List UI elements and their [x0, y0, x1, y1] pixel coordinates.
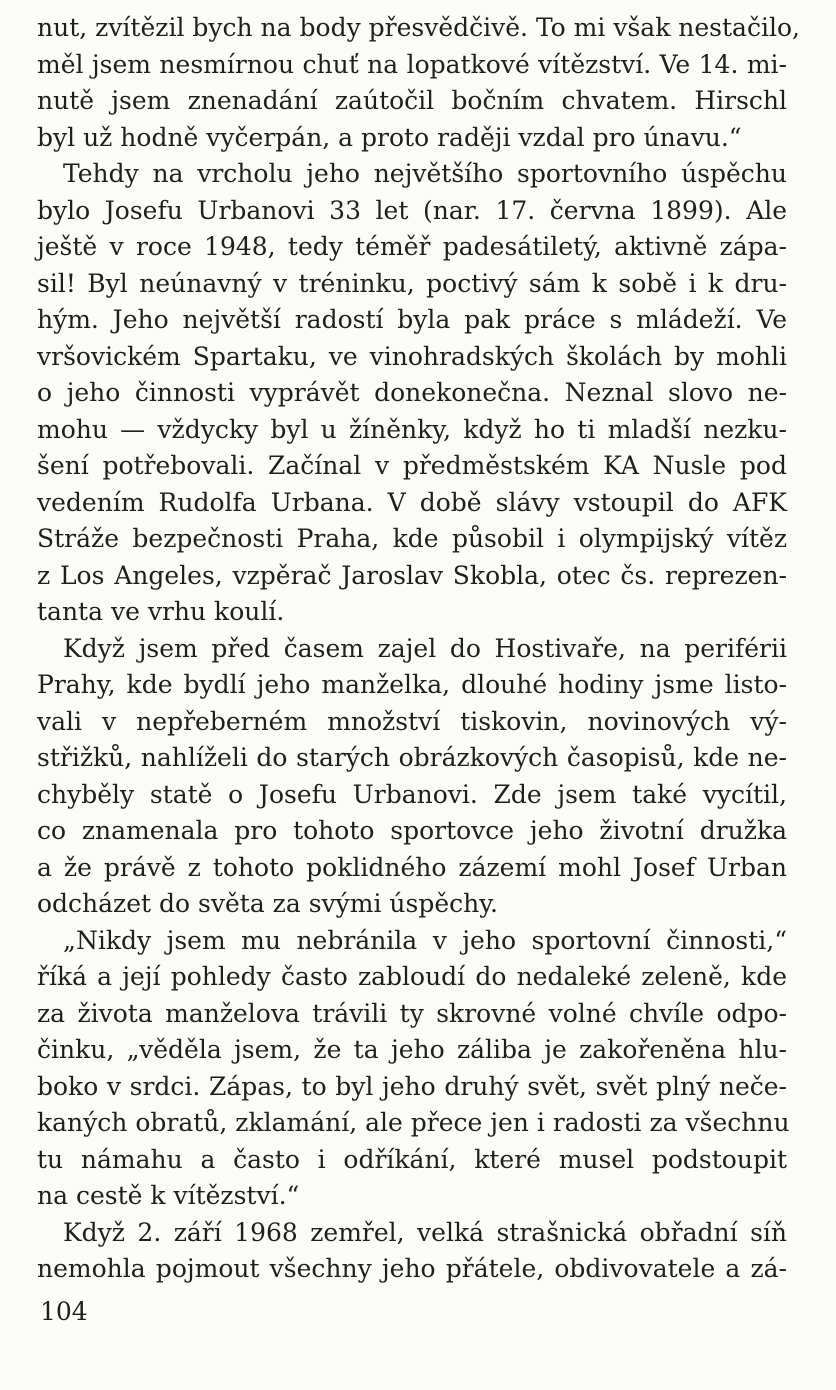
text-line: nemohla pojmout všechny jeho přátele, obdivovatele a zá-: [37, 1254, 787, 1283]
text-line: nutě jsem znenadání zaútočil bočním chvatem. Hirschl: [37, 86, 787, 115]
text-line: tanta ve vrhu koulí.: [37, 597, 285, 626]
text-line: nut, zvítězil bych na body přesvědčivě. To mi však nestačilo,: [37, 13, 800, 42]
text-line: bylo Josefu Urbanovi 33 let (nar. 17. června 1899). Ale: [37, 195, 787, 225]
text-line: co znamenala pro tohoto sportovce jeho životní družka: [37, 816, 787, 845]
text-line: sil! Byl neúnavný v tréninku, poctivý sám k sobě i k dru-: [37, 268, 787, 298]
text-line: Když jsem před časem zajel do Hostivaře, na periférii: [63, 633, 787, 663]
text-line: odcházet do světa za svými úspěchy.: [37, 889, 498, 918]
text-line: říká a její pohledy často zabloudí do nedaleké zeleně, kde: [37, 962, 787, 991]
text-line: Stráže bezpečnosti Praha, kde působil i olympijský vítěz: [37, 524, 787, 553]
text-line: Prahy, kde bydlí jeho manželka, dlouhé hodiny jsme listo-: [37, 670, 787, 699]
text-line: „Nikdy jsem mu nebránila v jeho sportovní činnosti,“: [63, 925, 787, 955]
text-line: kaných obratů, zklamání, ale přece jen i radosti za všechnu: [37, 1108, 790, 1137]
text-line: vali v nepřeberném množství tiskovin, novinových vý-: [37, 706, 787, 736]
body-text: [37, 10, 800, 1288]
page-number: 104: [40, 1297, 88, 1326]
text-line: měl jsem nesmírnou chuť na lopatkové vítězství. Ve 14. mi-: [37, 49, 787, 79]
text-line: o jeho činnosti vyprávět donekonečna. Neznal slovo ne-: [37, 378, 787, 407]
text-line: na cestě k vítězství.“: [37, 1181, 300, 1210]
text-line: mohu — vždycky byl u žíněnky, když ho ti mladší nezku-: [37, 414, 787, 444]
text-line: činku, „věděla jsem, že ta jeho záliba je zakořeněna hlu-: [37, 1035, 787, 1064]
text-line: tu námahu a často i odříkání, které musel podstoupit: [37, 1144, 787, 1174]
text-line: ještě v roce 1948, tedy téměř padesátiletý, aktivně zápa-: [37, 232, 787, 261]
text-line: šení potřebovali. Začínal v předměstském KA Nusle pod: [37, 451, 787, 480]
text-line: střižků, nahlíželi do starých obrázkových časopisů, kde ne-: [37, 743, 787, 772]
text-line: chyběly statě o Josefu Urbanovi. Zde jsem také vycítil,: [37, 779, 787, 809]
text-line: Když 2. září 1968 zemřel, velká strašnická obřadní síň: [63, 1217, 787, 1247]
text-line: byl už hodně vyčerpán, a proto raději vzdal pro únavu.“: [37, 122, 742, 152]
text-line: hým. Jeho největší radostí byla pak práce s mládeží. Ve: [37, 305, 787, 334]
text-line: vedením Rudolfa Urbana. V době slávy vstoupil do AFK: [37, 487, 787, 517]
text-line: Tehdy na vrcholu jeho největšího sportovního úspěchu: [63, 159, 787, 188]
text-line: za života manželova trávili ty skrovné volné chvíle odpo-: [37, 998, 787, 1028]
text-line: a že právě z tohoto poklidného zázemí mohl Josef Urban: [37, 852, 787, 882]
text-line: vršovickém Spartaku, ve vinohradských školách by mohli: [37, 341, 787, 371]
text-line: boko v srdci. Zápas, to byl jeho druhý svět, svět plný neče-: [37, 1071, 787, 1101]
text-line: z Los Angeles, vzpěrač Jaroslav Skobla, otec čs. reprezen-: [37, 560, 787, 590]
